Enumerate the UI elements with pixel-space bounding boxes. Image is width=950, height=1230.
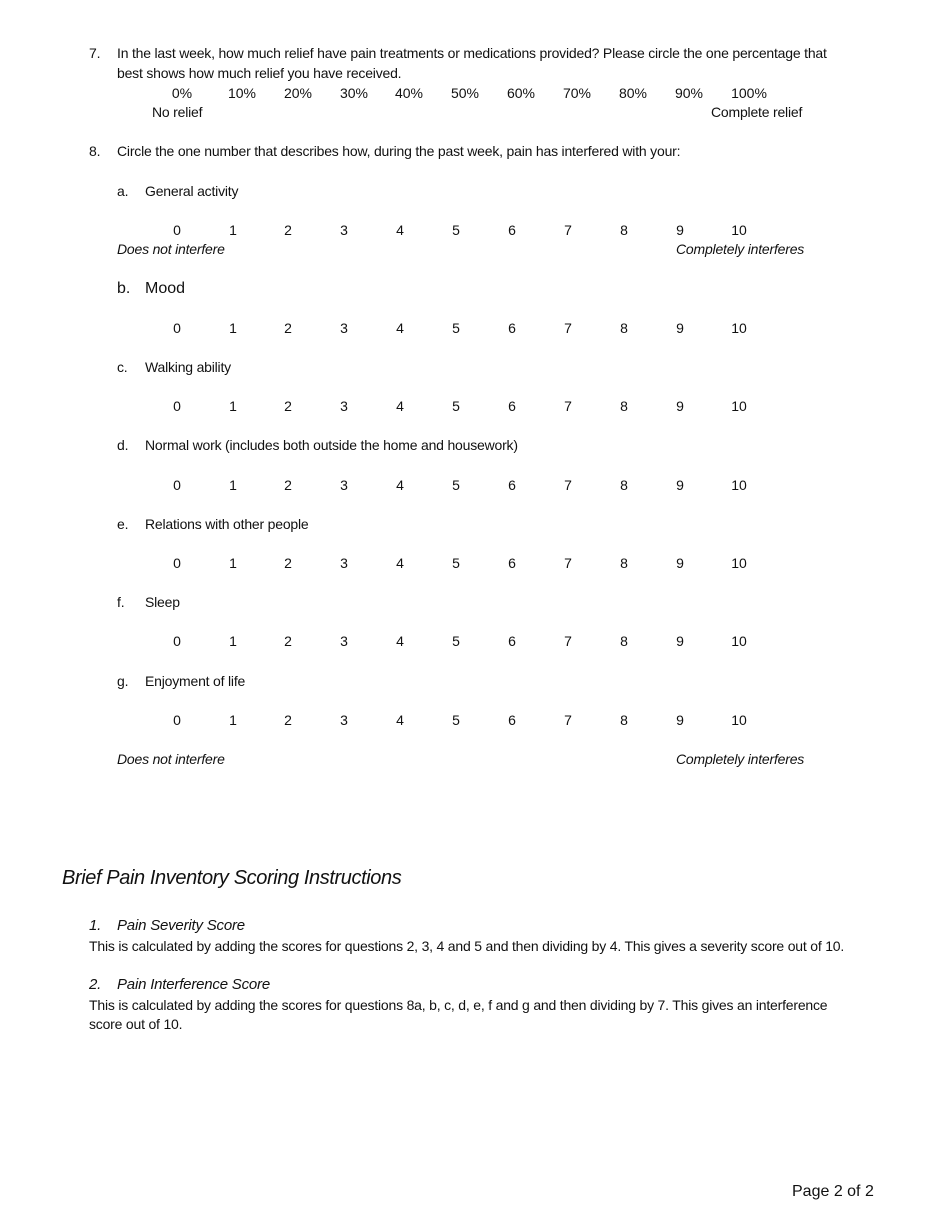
q8a-option-6[interactable]: 6 xyxy=(508,222,516,238)
q8a-label: General activity xyxy=(145,183,239,199)
q8e-label: Relations with other people xyxy=(145,516,309,532)
q7-option-80[interactable]: 80% xyxy=(618,85,648,101)
q8a-option-5[interactable]: 5 xyxy=(452,222,460,238)
q7-option-20[interactable]: 20% xyxy=(283,85,313,101)
q8b-option-10[interactable]: 10 xyxy=(731,320,747,336)
q8c-option-7[interactable]: 7 xyxy=(564,398,572,414)
q8b-label: Mood xyxy=(145,280,186,297)
scoring-2-text: This is calculated by adding the scores for questions 8a, b, c, d, e, f and g and then dividing by 7. This gives an interference score out of 10. xyxy=(89,997,828,1032)
q8d-option-2[interactable]: 2 xyxy=(284,477,292,493)
q8g-option-0[interactable]: 0 xyxy=(173,712,181,728)
q8f-scale xyxy=(0,633,950,651)
q8e-option-8[interactable]: 8 xyxy=(620,555,628,571)
q8b-option-8[interactable]: 8 xyxy=(620,320,628,336)
q8e-option-3[interactable]: 3 xyxy=(340,555,348,571)
q8d-scale xyxy=(0,477,950,495)
q8b-scale xyxy=(0,320,950,338)
q8b-option-5[interactable]: 5 xyxy=(452,320,460,336)
q8c-option-1[interactable]: 1 xyxy=(229,398,237,414)
q8f-label: Sleep xyxy=(145,594,180,610)
q8g-left-anchor: Does not interfere xyxy=(117,751,225,767)
q8d-option-1[interactable]: 1 xyxy=(229,477,237,493)
q8a-right-anchor: Completely interferes xyxy=(676,241,805,257)
q8f-letter: f. xyxy=(117,594,125,610)
q8f-option-7[interactable]: 7 xyxy=(564,633,572,649)
q7-percentage-scale xyxy=(0,85,950,103)
q7-option-50[interactable]: 50% xyxy=(450,85,480,101)
q7-option-10[interactable]: 10% xyxy=(227,85,257,101)
q8e-option-7[interactable]: 7 xyxy=(564,555,572,571)
q8f-option-8[interactable]: 8 xyxy=(620,633,628,649)
q8g-option-9[interactable]: 9 xyxy=(676,712,684,728)
q8g-option-6[interactable]: 6 xyxy=(508,712,516,728)
q8a-option-3[interactable]: 3 xyxy=(340,222,348,238)
q8d-option-6[interactable]: 6 xyxy=(508,477,516,493)
q8g-label: Enjoyment of life xyxy=(145,673,246,689)
q8a-option-7[interactable]: 7 xyxy=(564,222,572,238)
q8f-option-1[interactable]: 1 xyxy=(229,633,237,649)
q8e-option-6[interactable]: 6 xyxy=(508,555,516,571)
q8d-option-8[interactable]: 8 xyxy=(620,477,628,493)
q8g-option-10[interactable]: 10 xyxy=(731,712,747,728)
scoring-1-heading: Pain Severity Score xyxy=(117,917,245,934)
q8a-option-1[interactable]: 1 xyxy=(229,222,237,238)
q8a-left-anchor: Does not interfere xyxy=(117,241,225,257)
q8f-option-5[interactable]: 5 xyxy=(452,633,460,649)
q8b-option-1[interactable]: 1 xyxy=(229,320,237,336)
q7-right-anchor: Complete relief xyxy=(711,104,803,120)
q8e-option-1[interactable]: 1 xyxy=(229,555,237,571)
q8a-option-2[interactable]: 2 xyxy=(284,222,292,238)
q8a-option-4[interactable]: 4 xyxy=(396,222,404,238)
q8e-option-0[interactable]: 0 xyxy=(173,555,181,571)
q8a-option-10[interactable]: 10 xyxy=(731,222,747,238)
q8b-option-4[interactable]: 4 xyxy=(396,320,404,336)
q8c-letter: c. xyxy=(117,359,128,375)
q8g-option-3[interactable]: 3 xyxy=(340,712,348,728)
q8c-option-9[interactable]: 9 xyxy=(676,398,684,414)
q7-option-100[interactable]: 100% xyxy=(731,85,767,101)
q8d-option-5[interactable]: 5 xyxy=(452,477,460,493)
q8a-option-8[interactable]: 8 xyxy=(620,222,628,238)
q8f-option-10[interactable]: 10 xyxy=(731,633,747,649)
q8g-option-4[interactable]: 4 xyxy=(396,712,404,728)
q8a-scale xyxy=(0,222,950,240)
q8g-option-2[interactable]: 2 xyxy=(284,712,292,728)
q8d-option-4[interactable]: 4 xyxy=(396,477,404,493)
q8b-option-0[interactable]: 0 xyxy=(173,320,181,336)
q7-text-line1: In the last week, how much relief have pain treatments or medications provided? Please circle the one percentage that xyxy=(117,45,827,61)
q8f-option-6[interactable]: 6 xyxy=(508,633,516,649)
q8g-option-8[interactable]: 8 xyxy=(620,712,628,728)
q8a-option-0[interactable]: 0 xyxy=(173,222,181,238)
q8g-right-anchor: Completely interferes xyxy=(676,751,805,767)
q7-option-90[interactable]: 90% xyxy=(674,85,704,101)
q8c-option-2[interactable]: 2 xyxy=(284,398,292,414)
q7-option-40[interactable]: 40% xyxy=(394,85,424,101)
q8g-option-7[interactable]: 7 xyxy=(564,712,572,728)
q8d-option-0[interactable]: 0 xyxy=(173,477,181,493)
q8e-option-10[interactable]: 10 xyxy=(731,555,747,571)
q8e-option-9[interactable]: 9 xyxy=(676,555,684,571)
scoring-1-number: 1. xyxy=(89,917,102,934)
q8f-option-3[interactable]: 3 xyxy=(340,633,348,649)
q8b-option-6[interactable]: 6 xyxy=(508,320,516,336)
q7-number: 7. xyxy=(89,45,101,61)
q7-option-60[interactable]: 60% xyxy=(506,85,536,101)
scoring-2-number: 2. xyxy=(89,976,102,993)
q8b-option-3[interactable]: 3 xyxy=(340,320,348,336)
q8e-option-5[interactable]: 5 xyxy=(452,555,460,571)
scoring-2-heading: Pain Interference Score xyxy=(117,976,270,993)
q8d-option-3[interactable]: 3 xyxy=(340,477,348,493)
q8f-option-2[interactable]: 2 xyxy=(284,633,292,649)
scoring-1-text: This is calculated by adding the scores for questions 2, 3, 4 and 5 and then dividing by 4. This gives a severity score out of 10. xyxy=(89,938,845,954)
q8c-option-3[interactable]: 3 xyxy=(340,398,348,414)
q8d-letter: d. xyxy=(117,437,129,453)
q8f-option-0[interactable]: 0 xyxy=(173,633,181,649)
q8c-scale xyxy=(0,398,950,416)
q8f-option-9[interactable]: 9 xyxy=(676,633,684,649)
q8-number: 8. xyxy=(89,143,101,159)
q8c-option-5[interactable]: 5 xyxy=(452,398,460,414)
q8a-letter: a. xyxy=(117,183,129,199)
q8c-option-0[interactable]: 0 xyxy=(173,398,181,414)
q8c-option-6[interactable]: 6 xyxy=(508,398,516,414)
q8g-option-1[interactable]: 1 xyxy=(229,712,237,728)
q8b-option-7[interactable]: 7 xyxy=(564,320,572,336)
q8c-option-8[interactable]: 8 xyxy=(620,398,628,414)
q8b-option-2[interactable]: 2 xyxy=(284,320,292,336)
q8-text: Circle the one number that describes how, during the past week, pain has interfered with your: xyxy=(117,143,681,159)
q7-option-30[interactable]: 30% xyxy=(339,85,369,101)
q8d-option-10[interactable]: 10 xyxy=(731,477,747,493)
q8b-option-9[interactable]: 9 xyxy=(676,320,684,336)
q8d-option-9[interactable]: 9 xyxy=(676,477,684,493)
q8e-option-2[interactable]: 2 xyxy=(284,555,292,571)
q8e-scale xyxy=(0,555,950,573)
q8e-option-4[interactable]: 4 xyxy=(396,555,404,571)
q8d-option-7[interactable]: 7 xyxy=(564,477,572,493)
q8c-option-10[interactable]: 10 xyxy=(731,398,747,414)
q8g-letter: g. xyxy=(117,673,129,689)
q7-option-0[interactable]: 0% xyxy=(171,85,193,101)
q8d-label: Normal work (includes both outside the home and housework) xyxy=(145,437,518,453)
q8g-option-5[interactable]: 5 xyxy=(452,712,460,728)
q8a-option-9[interactable]: 9 xyxy=(676,222,684,238)
q7-option-70[interactable]: 70% xyxy=(562,85,592,101)
q8c-label: Walking ability xyxy=(145,359,231,375)
q8c-option-4[interactable]: 4 xyxy=(396,398,404,414)
q7-text-line2: best shows how much relief you have received. xyxy=(117,65,402,81)
q8f-option-4[interactable]: 4 xyxy=(396,633,404,649)
q8e-letter: e. xyxy=(117,516,129,532)
q8g-scale xyxy=(0,712,950,730)
page-number: Page 2 of 2 xyxy=(792,1183,874,1200)
q8b-letter: b. xyxy=(117,280,131,297)
scoring-title: Brief Pain Inventory Scoring Instructions xyxy=(62,867,402,889)
q7-left-anchor: No relief xyxy=(152,104,203,120)
